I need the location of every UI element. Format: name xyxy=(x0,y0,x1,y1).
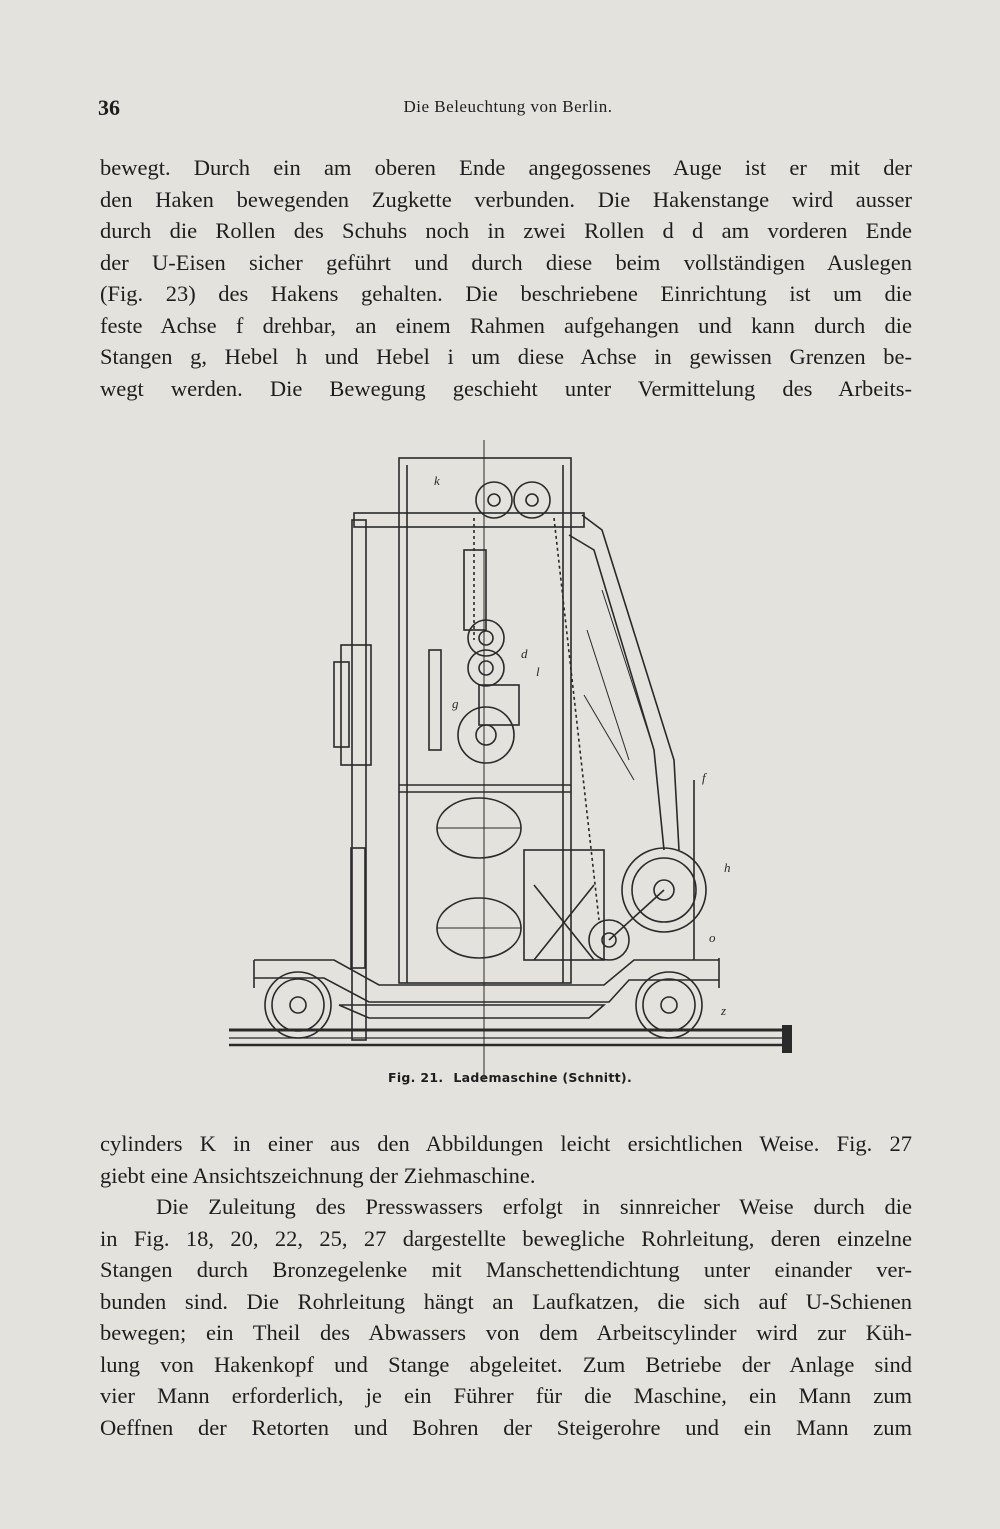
label-o: o xyxy=(709,930,716,945)
text-line: Die Zuleitung des Presswassers erfolgt in sinnreicher Weise durch die xyxy=(156,1194,912,1219)
text-line: durch die Rollen des Schuhs noch in zwei Rollen d d am vorderen Ende xyxy=(100,218,912,243)
label-d: d xyxy=(521,646,528,661)
page-number: 36 xyxy=(98,95,120,120)
text-line: Stangen durch Bronzegelenke mit Manschettendichtung unter einander ver- xyxy=(100,1257,912,1282)
body-text-bottom xyxy=(100,1128,912,1443)
label-l: l xyxy=(536,664,540,679)
label-g: g xyxy=(452,696,459,711)
figure-labels xyxy=(224,440,796,1080)
page-header xyxy=(98,95,918,125)
text-line: bewegen; ein Theil des Abwassers von dem Arbeitscylinder wird zur Küh- xyxy=(100,1320,912,1345)
figure-caption xyxy=(224,1070,796,1085)
text-line: Oeffnen der Retorten und Bohren der Steigerohre und ein Mann zum xyxy=(100,1414,912,1440)
text-line: (Fig. 23) des Hakens gehalten. Die beschriebene Einrichtung ist um die xyxy=(100,281,912,306)
running-title: Die Beleuchtung von Berlin. xyxy=(403,97,613,116)
text-line: wegt werden. Die Bewegung geschieht unter Vermittelung des Arbeits- xyxy=(100,375,912,401)
text-line: cylinders K in einer aus den Abbildungen leicht ersichtlichen Weise. Fig. 27 xyxy=(100,1131,912,1156)
caption-title: Lademaschine (Schnitt). xyxy=(453,1070,632,1085)
label-f: f xyxy=(702,770,706,785)
text-line: den Haken bewegenden Zugkette verbunden. Die Hakenstange wird ausser xyxy=(100,186,912,212)
text-line: feste Achse f drehbar, an einem Rahmen aufgehangen und kann durch die xyxy=(100,312,912,338)
text-line: bunden sind. Die Rohrleitung hängt an Laufkatzen, die sich auf U-Schienen xyxy=(100,1288,912,1314)
text-line: in Fig. 18, 20, 22, 25, 27 dargestellte bewegliche Rohrleitung, deren einzelne xyxy=(100,1225,912,1251)
label-z: z xyxy=(721,1003,727,1018)
text-line: vier Mann erforderlich, je ein Führer für die Maschine, ein Mann zum xyxy=(100,1383,912,1408)
label-k: k xyxy=(434,473,440,488)
text-line: bewegt. Durch ein am oberen Ende angegossenes Auge ist er mit der xyxy=(100,155,912,180)
text-line: der U-Eisen sicher geführt und durch diese beim vollständigen Auslegen xyxy=(100,249,912,275)
caption-number: Fig. 21. xyxy=(388,1070,444,1085)
text-line: Stangen g, Hebel h und Hebel i um diese Achse in gewissen Grenzen be- xyxy=(100,344,912,369)
text-line: lung von Hakenkopf und Stange abgeleitet. Zum Betriebe der Anlage sind xyxy=(100,1351,912,1377)
figure-lademaschine xyxy=(224,440,796,1080)
text-line: giebt eine Ansichtszeichnung der Ziehmaschine. xyxy=(100,1162,536,1188)
label-h: h xyxy=(724,860,731,875)
body-text-top xyxy=(100,152,912,404)
